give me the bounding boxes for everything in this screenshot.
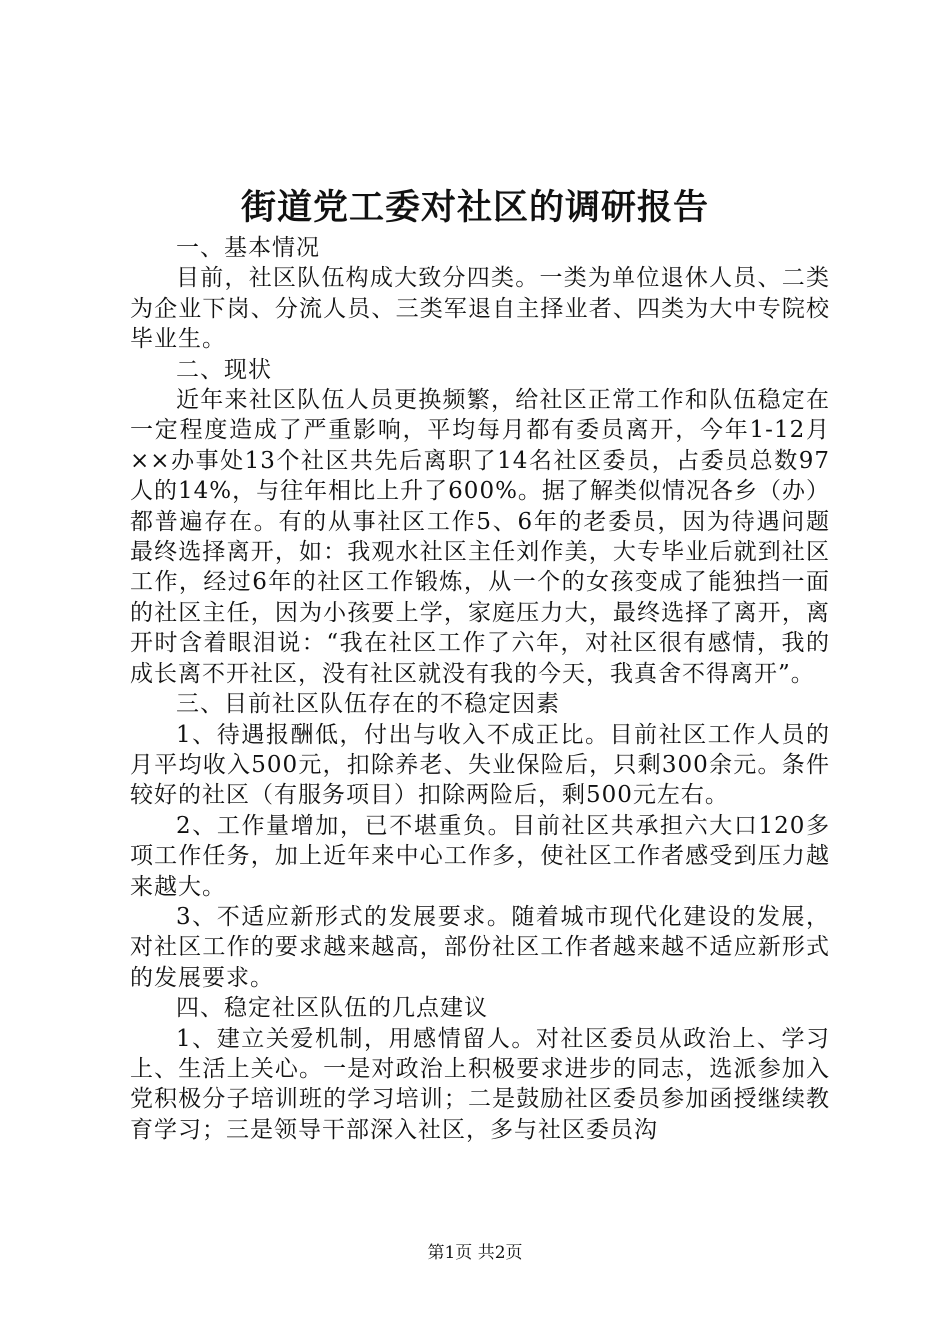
paragraph-low-pay: 1、待遇报酬低，付出与收入不成正比。目前社区工作人员的月平均收入500元，扣除养老、失业保险后，只剩300余元。条件较好的社区（有服务项目）扣除两险后，剩500元左右。 — [130, 721, 830, 809]
section-heading-basic: 一、基本情况 — [176, 235, 320, 261]
document-title: 街道党工委对社区的调研报告 — [240, 187, 709, 228]
section-heading-instability: 三、目前社区队伍存在的不稳定因素 — [176, 691, 560, 718]
document-body — [130, 233, 830, 1145]
paragraph-care-mechanism: 1、建立关爱机制，用感情留人。对社区委员从政治上、学习上、生活上关心。一是对政治上积极要求进步的同志，选派参加入党积极分子培训班的学习培训；二是鼓励社区委员参加函授继续教育学习；三是领导干部深入社区，多与社区委员沟 — [130, 1025, 830, 1143]
paragraph-status: 近年来社区队伍人员更换频繁，给社区正常工作和队伍稳定在一定程度造成了严重影响，平均每月都有委员离开，今年1-12月××办事处13个社区共先后离职了14名社区委员，占委员总数97人的14%，与往年相比上升了600%。据了解类似情况各乡（办）都普遍存在。有的从事社区工作5、6年的老委员，因为待遇问题最终选择离开，如：我观水社区主任刘作美，大专毕业后就到社区工作，经过6年的社区工作锻炼，从一个的女孩变成了能独挡一面的社区主任，因为小孩要上学，家庭压力大，最终选择了离开，离开时含着眼泪说：“我在社区工作了六年，对社区很有感情，我的成长离不开社区，没有社区就没有我的今天，我真舍不得离开”。 — [130, 387, 830, 687]
page-number: 第1页 共2页 — [427, 1243, 523, 1263]
section-heading-suggestions: 四、稳定社区队伍的几点建议 — [176, 995, 488, 1022]
paragraph-adaptation: 3、不适应新形式的发展要求。随着城市现代化建设的发展，对社区工作的要求越来越高，部份社区工作者越来越不适应新形式的发展要求。 — [130, 903, 830, 991]
paragraph-workload: 2、工作量增加，已不堪重负。目前社区共承担六大口120多项工作任务，加上近年来中心工作多，使社区工作者感受到压力越来越大。 — [130, 812, 830, 900]
section-heading-status: 二、现状 — [176, 356, 272, 383]
paragraph-team-composition: 目前，社区队伍构成大致分四类。一类为单位退休人员、二类为企业下岗、分流人员、三类军退自主择业者、四类为大中专院校毕业生。 — [130, 265, 830, 353]
